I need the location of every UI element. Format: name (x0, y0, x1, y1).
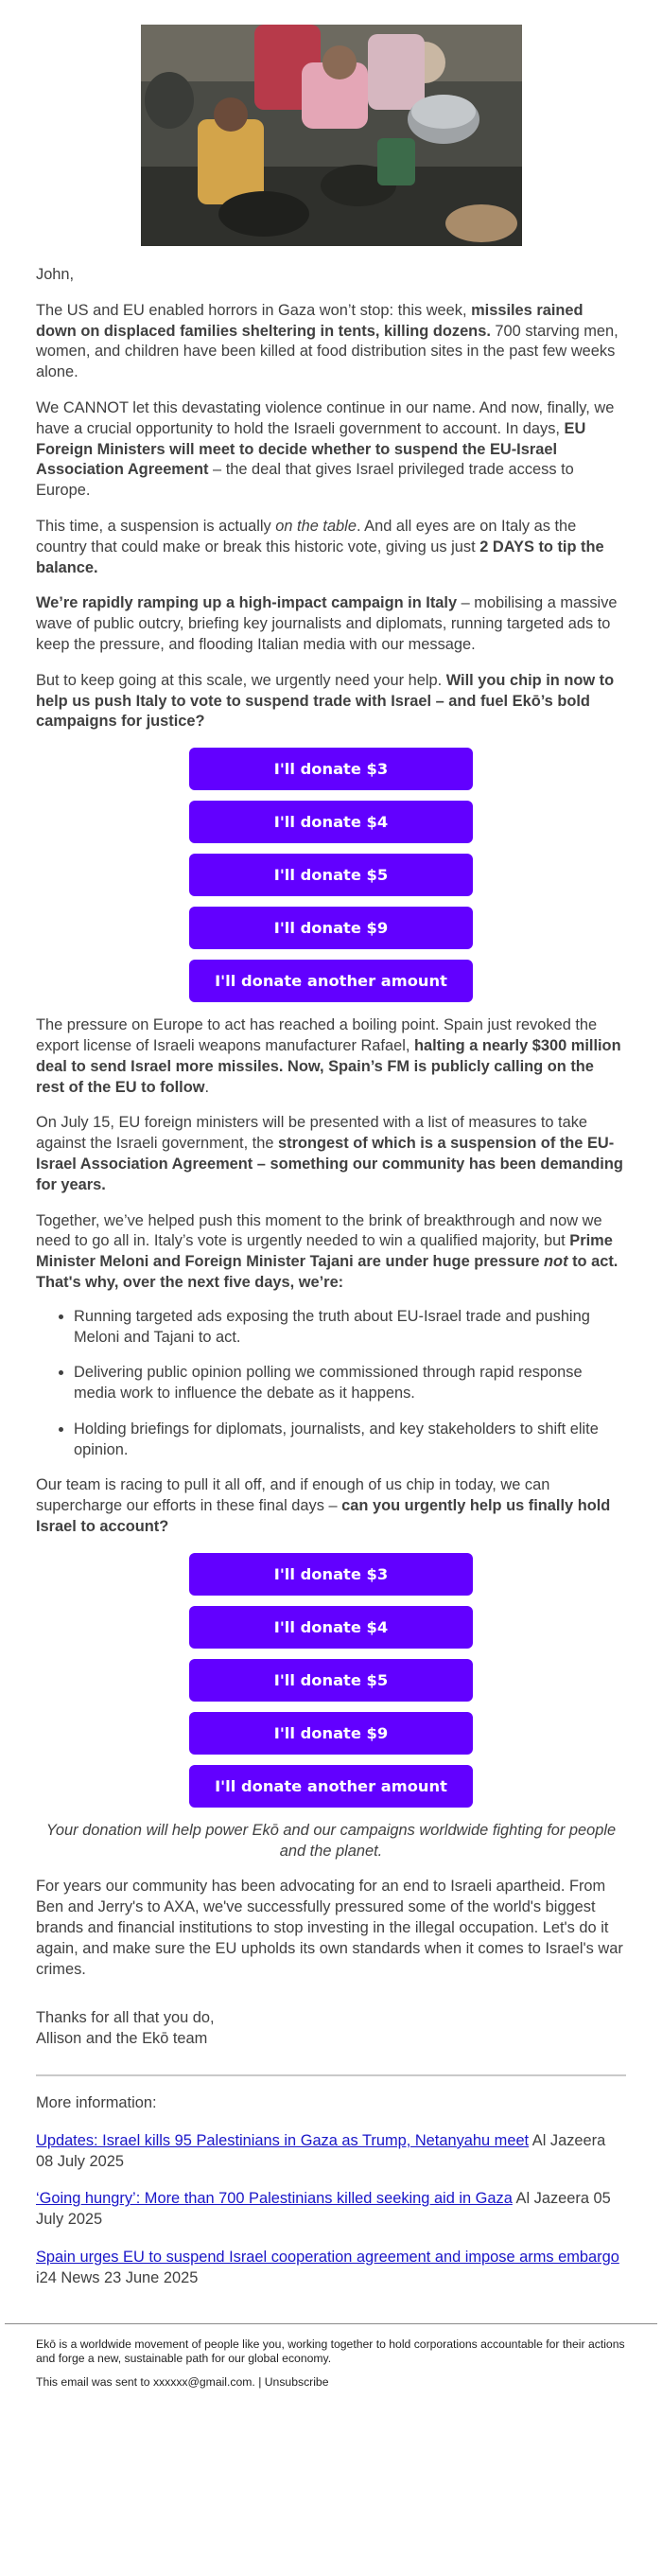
paragraph-6: The pressure on Europe to act has reached a boiling point. Spain just revoked the export license of Israeli weapons manufacturer Rafael, halting a nearly $300 million deal to send Israel more missiles. Now, Spain’s FM is publicly calling on the rest of the EU to follow. (36, 1016, 621, 1096)
paragraph-3: This time, a suspension is actually on the table. And all eyes are on Italy as the country that could make or break this historic vote, giving us just 2 DAYS to tip the balance. (36, 517, 604, 576)
donate-4-button[interactable]: I'll donate $4 (189, 801, 473, 843)
donate-5-button[interactable]: I'll donate $5 (189, 854, 473, 896)
signoff-line-2: Allison and the Ekō team (36, 2030, 208, 2048)
donate-3-button[interactable]: I'll donate $3 (189, 748, 473, 790)
donate-9-button[interactable]: I'll donate $9 (189, 907, 473, 949)
paragraph-1: The US and EU enabled horrors in Gaza won’t stop: this week, missiles rained down on displaced families sheltering in tents, killing dozens. 700 starving men, women, and children have been killed at food distribution sites in the past few weeks alone. (36, 301, 618, 381)
paragraph-9: Our team is racing to pull it all off, and if enough of us chip in today, we can supercharge our efforts in these final days – can you urgently help us finally hold Israel to account? (36, 1476, 611, 1536)
footer-about: Ekō is a worldwide movement of people like you, working together to hold corporations accountable for their actions and forge a new, sustainable path for our global economy. (36, 2337, 625, 2365)
message-content (36, 265, 626, 732)
news-links (36, 2131, 626, 2289)
donation-tagline: Your donation will help power Ekō and our campaigns worldwide fighting for people and the planet. (45, 1821, 617, 1860)
news-link-1[interactable]: Updates: Israel kills 95 Palestinians in Gaza as Trump, Netanyahu meet (36, 2131, 530, 2149)
signoff-line-1: Thanks for all that you do, (36, 2009, 215, 2027)
donate-5-button[interactable]: I'll donate $5 (189, 1659, 473, 1702)
list-item: • Running targeted ads exposing the truth about EU-Israel trade and pushing Meloni and Tajani to act. (74, 1307, 626, 1349)
paragraph-2: We CANNOT let this devastating violence continue in our name. And now, finally, we have a crucial opportunity to hold the Israeli government to account. In days, EU Foreign Ministers will meet to decide whether to suspend the EU-Israel Association Agreement – the deal that gives Israel privileged trade access to Europe. (36, 398, 615, 500)
paragraph-4: We’re rapidly ramping up a high-impact campaign in Italy – mobilising a massive wave of public outcry, briefing key journalists and diplomats, running targeted ads to keep the pressure, and flooding Italian media with our message. (36, 594, 618, 653)
divider (36, 2074, 626, 2076)
message-content-2 (36, 1015, 626, 1294)
paragraph-5: But to keep going at this scale, we urgently need your help. Will you chip in now to help us push Italy to vote to suspend trade with Israel – and fuel Ekō’s bold campaigns for justice? (36, 671, 615, 731)
paragraph-7: On July 15, EU foreign ministers will be presented with a list of measures to take against the Israeli government, the strongest of which is a suspension of the EU-Israel Association Agreement – something our community has been demanding for years. (36, 1114, 623, 1193)
news-item: Updates: Israel kills 95 Palestinians in Gaza as Trump, Netanyahu meet Al Jazeera 08 July 2025 (36, 2131, 606, 2170)
email-body (36, 25, 626, 2289)
list-item: • Holding briefings for diplomats, journalists, and key stakeholders to shift elite opinion. (74, 1420, 626, 1461)
footer (36, 2338, 626, 2390)
donate-other-button[interactable]: I'll donate another amount (189, 1765, 473, 1808)
donate-9-button[interactable]: I'll donate $9 (189, 1712, 473, 1755)
donate-4-button[interactable]: I'll donate $4 (189, 1606, 473, 1649)
paragraph-10: For years our community has been advocating for an end to Israeli apartheid. From Ben and Jerry's to AXA, we've successfully pressured some of the world's biggest brands and financial institutions to stop investing in the illegal occupation. Let's do it again, and make sure the EU upholds its own standards when it comes to Israel's war crimes. (36, 1878, 623, 1978)
news-link-3[interactable]: Spain urges EU to suspend Israel cooperation agreement and impose arms embargo (36, 2249, 619, 2267)
action-list (36, 1307, 626, 1461)
paragraph-8: Together, we’ve helped push this moment to the brink of breakthrough and now we need to go all in. Italy’s vote is urgently needed to win a qualified majority, but Prime Minister Meloni and Foreign Minister Tajani are under huge pressure not to act. That's why, over the next five days, we’re: (36, 1211, 618, 1291)
unsubscribe-link[interactable]: Unsubscribe (264, 2374, 329, 2389)
donate-other-button[interactable]: I'll donate another amount (189, 960, 473, 1002)
donate-buttons-bottom (36, 1553, 626, 1808)
footer-divider (5, 2323, 657, 2324)
news-link-2[interactable]: ‘Going hungry’: More than 700 Palestinians killed seeking aid in Gaza (36, 2190, 513, 2208)
news-item: ‘Going hungry’: More than 700 Palestinians killed seeking aid in Gaza Al Jazeera 05 July 2025 (36, 2190, 611, 2229)
footer-sent-to: This email was sent to xxxxxx@gmail.com. | Unsubscribe (36, 2374, 329, 2389)
more-info-heading: More information: (36, 2094, 157, 2112)
news-item: Spain urges EU to suspend Israel cooperation agreement and impose arms embargo i24 News 23 June 2025 (36, 2249, 619, 2286)
greeting: John, (36, 266, 75, 283)
donate-3-button[interactable]: I'll donate $3 (189, 1553, 473, 1596)
hero-image (141, 25, 522, 246)
list-item: • Delivering public opinion polling we commissioned through rapid response media work to influence the debate as it happens. (74, 1363, 626, 1404)
hero-photo-illustration (141, 25, 522, 246)
donate-buttons-top (36, 748, 626, 1002)
